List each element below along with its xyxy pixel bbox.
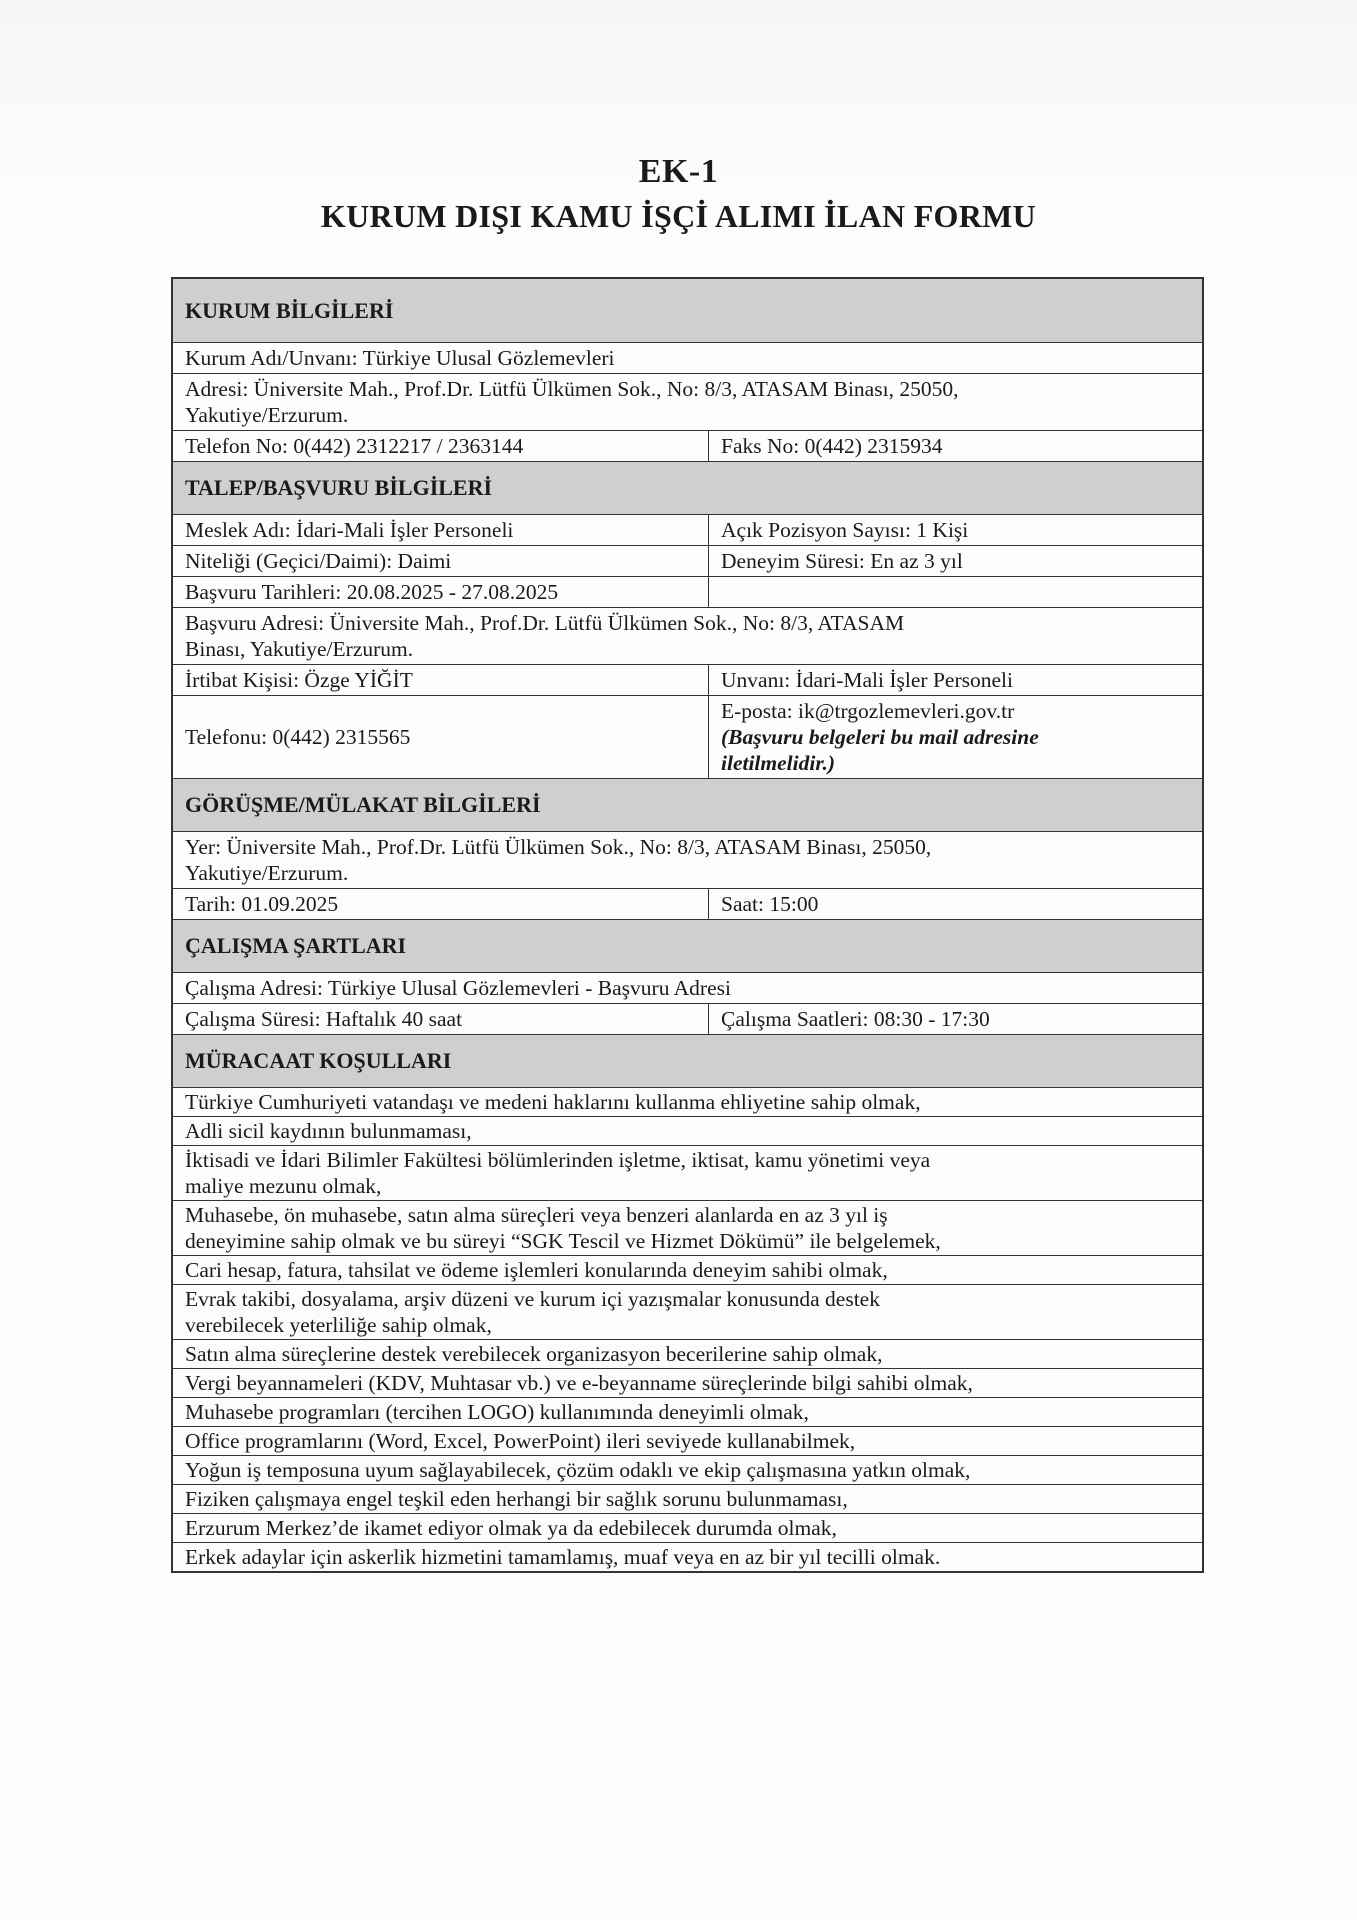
mulakat-tarih: Tarih: 01.09.2025 — [173, 889, 709, 919]
mulakat-yer-line2: Yakutiye/Erzurum. — [185, 861, 349, 885]
deneyim-suresi: Deneyim Süresi: En az 3 yıl — [721, 549, 963, 573]
row-nitelik — [173, 546, 1202, 577]
basvuru-adresi-line1: Başvuru Adresi: Üniversite Mah., Prof.Dr. Lütfü Ülkümen Sok., No: 8/3, ATASAM — [185, 611, 905, 635]
condition-text: Erkek adaylar için askerlik hizmetini tamamlamış, muaf veya en az bir yıl tecilli olmak. — [185, 1545, 941, 1569]
calisma-adresi: Çalışma Adresi: Türkiye Ulusal Gözlemevleri - Başvuru Adresi — [185, 976, 731, 1000]
condition-text: Yoğun iş temposuna uyum sağlayabilecek, çözüm odaklı ve ekip çalışmasına yatkın olmak, — [185, 1458, 971, 1482]
muracaat-list — [173, 1088, 1202, 1571]
list-item — [173, 1485, 1202, 1514]
list-item — [173, 1088, 1202, 1117]
condition-text: İktisadi ve İdari Bilimler Fakültesi bölümlerinden işletme, iktisat, kamu yönetimi veya — [185, 1148, 931, 1172]
condition-text: Fiziken çalışmaya engel teşkil eden herhangi bir sağlık sorunu bulunmaması, — [185, 1487, 848, 1511]
row-mulakat-yer — [173, 832, 1202, 889]
annex-label: EK-1 — [638, 153, 719, 190]
condition-text: Erzurum Merkez’de ikamet ediyor olmak ya da edebilecek durumda olmak, — [185, 1516, 837, 1540]
basvuru-adresi — [173, 608, 1202, 664]
list-item — [173, 1514, 1202, 1543]
list-item — [173, 1285, 1202, 1340]
row-basvuru-adresi — [173, 608, 1202, 665]
row-kurum-adi — [173, 343, 1202, 374]
calisma-suresi: Çalışma Süresi: Haftalık 40 saat — [173, 1004, 709, 1034]
section-header-talep: TALEP/BAŞVURU BİLGİLERİ — [173, 462, 1202, 515]
list-item — [173, 1543, 1202, 1571]
list-item — [173, 1117, 1202, 1146]
meslek-adi: Meslek Adı: İdari-Mali İşler Personeli — [173, 515, 709, 545]
kurum-adi: Kurum Adı/Unvanı: Türkiye Ulusal Gözlemevleri — [185, 346, 615, 370]
mulakat-yer — [173, 832, 1202, 888]
mulakat-saat: Saat: 15:00 — [721, 892, 819, 916]
condition-text: Adli sicil kaydının bulunmaması, — [185, 1119, 472, 1143]
row-irtibat — [173, 665, 1202, 696]
list-item — [173, 1456, 1202, 1485]
condition-text-cont: maliye mezunu olmak, — [185, 1174, 382, 1198]
condition-text: Satın alma süreçlerine destek verebilecek organizasyon becerilerine sahip olmak, — [185, 1342, 883, 1366]
row-kurum-adres — [173, 374, 1202, 431]
list-item — [173, 1146, 1202, 1201]
kurum-telefon: Telefon No: 0(442) 2312217 / 2363144 — [173, 431, 709, 461]
irtibat-eposta: E-posta: ik@trgozlemevleri.gov.tr — [721, 699, 1015, 723]
list-item — [173, 1340, 1202, 1369]
kurum-adres — [173, 374, 1202, 430]
eposta-note-line2: iletilmelidir.) — [721, 751, 836, 775]
irtibat-eposta-cell — [709, 696, 1202, 778]
list-item — [173, 1201, 1202, 1256]
list-item — [173, 1398, 1202, 1427]
row-kurum-iletisim — [173, 431, 1202, 462]
mulakat-yer-line1: Yer: Üniversite Mah., Prof.Dr. Lütfü Ülkümen Sok., No: 8/3, ATASAM Binası, 25050, — [185, 835, 932, 859]
row-calisma-adresi — [173, 973, 1202, 1004]
empty-cell — [709, 577, 1202, 607]
document-title — [0, 150, 1357, 238]
kurum-faks: Faks No: 0(442) 2315934 — [721, 434, 943, 458]
row-irtibat-iletisim — [173, 696, 1202, 779]
condition-text-cont: deneyimine sahip olmak ve bu süreyi “SGK Tescil ve Hizmet Dökümü” ile belgelemek, — [185, 1229, 941, 1253]
condition-text-cont: verebilecek yeterliliğe sahip olmak, — [185, 1313, 492, 1337]
section-header-calisma: ÇALIŞMA ŞARTLARI — [173, 920, 1202, 973]
list-item — [173, 1427, 1202, 1456]
list-item — [173, 1256, 1202, 1285]
condition-text: Muhasebe, ön muhasebe, satın alma süreçleri veya benzeri alanlarda en az 3 yıl iş — [185, 1203, 888, 1227]
kurum-adres-line2: Yakutiye/Erzurum. — [185, 403, 349, 427]
section-header-muracaat: MÜRACAAT KOŞULLARI — [173, 1035, 1202, 1088]
form-title: KURUM DIŞI KAMU İŞÇİ ALIMI İLAN FORMU — [320, 198, 1037, 234]
row-calisma-sure — [173, 1004, 1202, 1035]
condition-text: Türkiye Cumhuriyeti vatandaşı ve medeni haklarını kullanma ehliyetine sahip olmak, — [185, 1090, 921, 1114]
section-header-kurum: KURUM BİLGİLERİ — [173, 279, 1202, 343]
irtibat-telefon: Telefonu: 0(442) 2315565 — [173, 696, 709, 778]
row-basvuru-tarihleri — [173, 577, 1202, 608]
kurum-adres-line1: Adresi: Üniversite Mah., Prof.Dr. Lütfü Ülkümen Sok., No: 8/3, ATASAM Binası, 25050, — [185, 377, 959, 401]
condition-text: Office programlarını (Word, Excel, PowerPoint) ileri seviyede kullanabilmek, — [185, 1429, 856, 1453]
announcement-form-table — [171, 277, 1204, 1573]
nitelik: Niteliği (Geçici/Daimi): Daimi — [173, 546, 709, 576]
row-meslek — [173, 515, 1202, 546]
eposta-note-line1: (Başvuru belgeleri bu mail adresine — [721, 725, 1039, 749]
condition-text: Muhasebe programları (tercihen LOGO) kullanımında deneyimli olmak, — [185, 1400, 809, 1424]
condition-text: Cari hesap, fatura, tahsilat ve ödeme işlemleri konularında deneyim sahibi olmak, — [185, 1258, 888, 1282]
irtibat-unvan: Unvanı: İdari-Mali İşler Personeli — [721, 668, 1013, 692]
condition-text: Evrak takibi, dosyalama, arşiv düzeni ve kurum içi yazışmalar konusunda destek — [185, 1287, 880, 1311]
row-mulakat-zaman — [173, 889, 1202, 920]
pozisyon-sayisi: Açık Pozisyon Sayısı: 1 Kişi — [721, 518, 969, 542]
condition-text: Vergi beyannameleri (KDV, Muhtasar vb.) ve e-beyanname süreçlerinde bilgi sahibi olmak, — [185, 1371, 973, 1395]
basvuru-tarihleri: Başvuru Tarihleri: 20.08.2025 - 27.08.2025 — [173, 577, 709, 607]
irtibat-kisisi: İrtibat Kişisi: Özge YİĞİT — [173, 665, 709, 695]
list-item — [173, 1369, 1202, 1398]
section-header-mulakat: GÖRÜŞME/MÜLAKAT BİLGİLERİ — [173, 779, 1202, 832]
calisma-saatleri: Çalışma Saatleri: 08:30 - 17:30 — [721, 1007, 990, 1031]
basvuru-adresi-line2: Binası, Yakutiye/Erzurum. — [185, 637, 414, 661]
